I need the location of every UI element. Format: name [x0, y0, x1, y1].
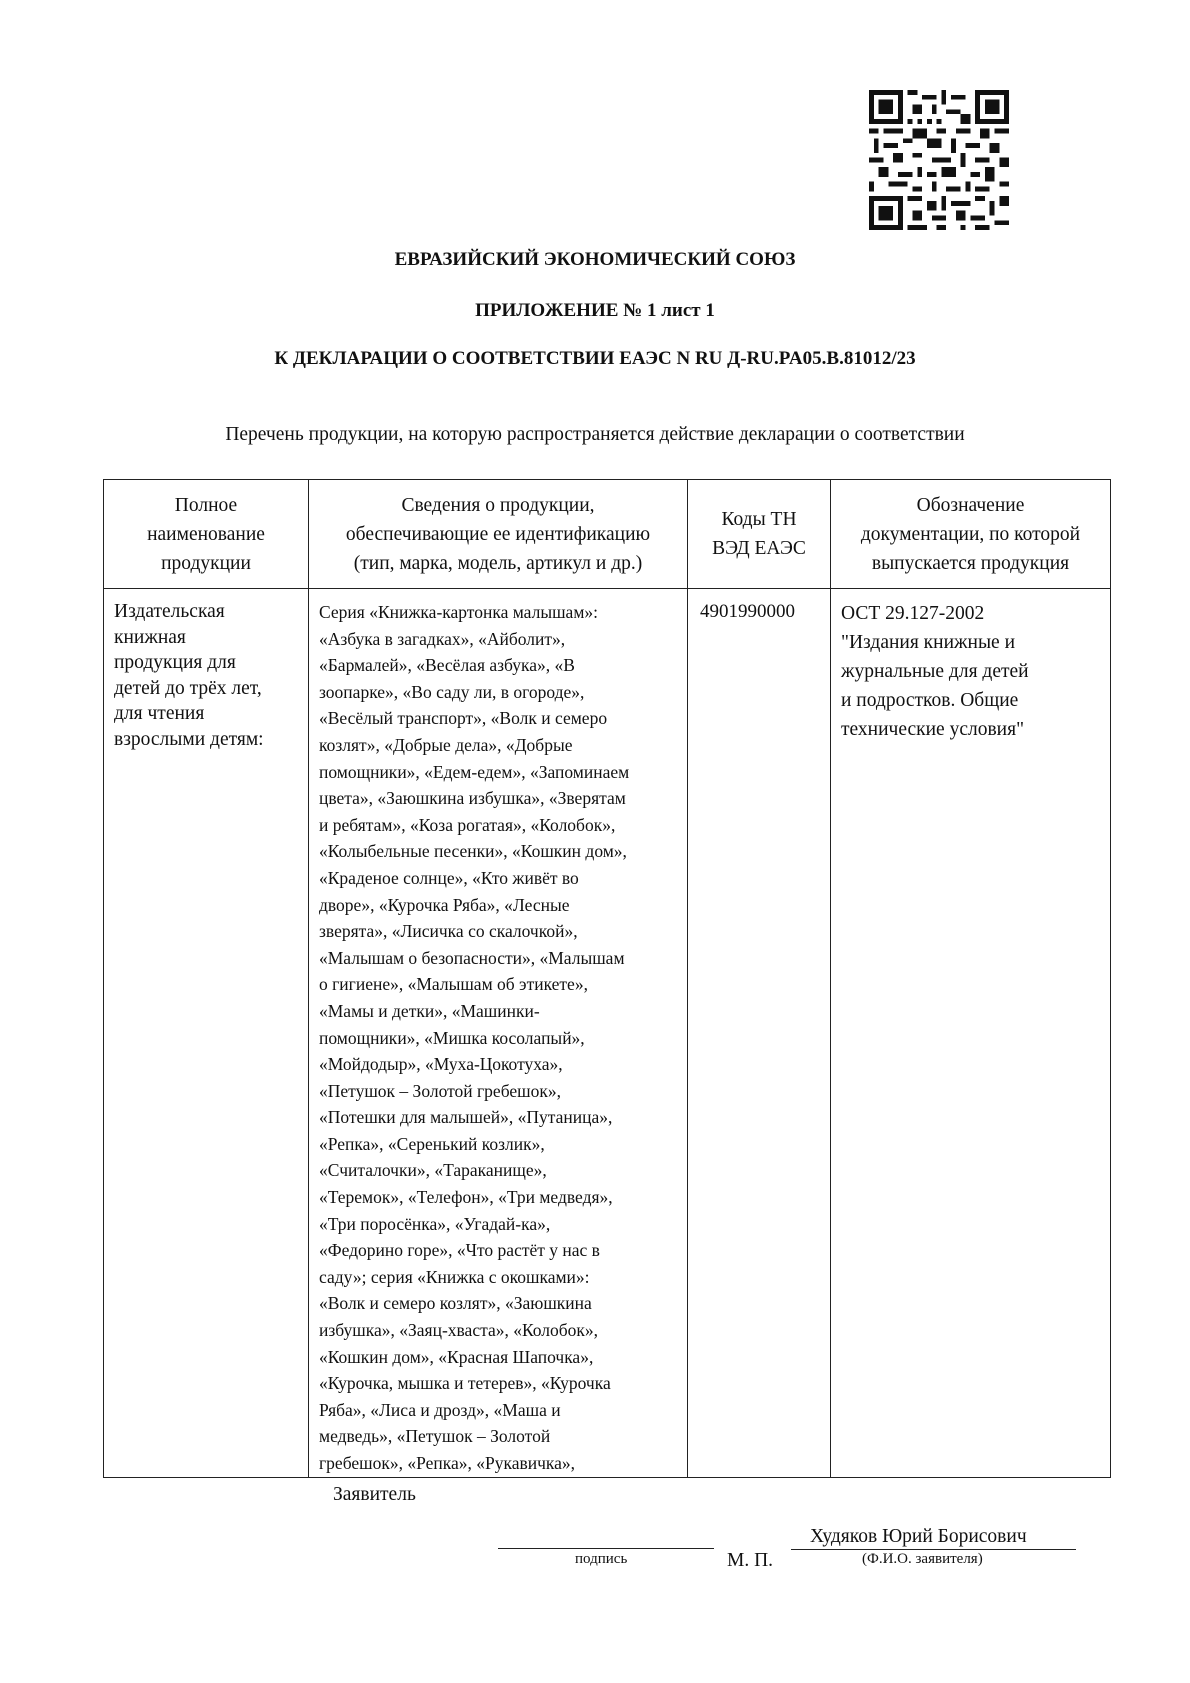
text-line: (тип, марка, модель, артикул и др.)	[353, 552, 643, 574]
applicant-name: Худяков Юрий Борисович	[810, 1526, 1027, 1547]
text-line: «Малышам о безопасности», «Малышам	[319, 947, 625, 968]
table-row	[104, 589, 1111, 1478]
text-line: Ряба», «Лиса и дрозд», «Маша и	[319, 1399, 561, 1420]
text-line: дворе», «Курочка Ряба», «Лесные	[319, 894, 570, 915]
text-line: цвета», «Заюшкина избушка», «Зверятам	[319, 788, 626, 809]
text-line: Серия «Книжка-картонка малышам»:	[319, 602, 599, 622]
table-header-row	[104, 480, 1111, 589]
text-line: зверята», «Лисичка со скалочкой»,	[319, 921, 578, 942]
product-name-cell	[104, 589, 309, 1478]
text-line: «Теремок», «Телефон», «Три медведя»,	[319, 1187, 613, 1208]
text-line: журнальные для детей	[841, 661, 1029, 682]
text-line: «Азбука в загадках», «Айболит»,	[319, 628, 566, 649]
text-line: саду»; серия «Книжка с окошками»:	[319, 1266, 590, 1287]
name-line	[791, 1549, 1076, 1550]
text-line: «Считалочки», «Тараканище»,	[319, 1160, 547, 1181]
text-line: Сведения о продукции,	[401, 494, 595, 516]
header-product-info	[309, 480, 688, 589]
header-tn-ved-codes	[688, 480, 831, 589]
text-line: книжная	[114, 626, 186, 648]
text-line: и ребятам», «Коза рогатая», «Колобок»,	[319, 814, 616, 835]
intro-text: Перечень продукции, на которую распространяется действие декларации о соответствии	[225, 424, 965, 445]
appendix-title: ПРИЛОЖЕНИЕ № 1 лист 1	[475, 300, 715, 321]
seal-place-label: М. П.	[727, 1550, 774, 1571]
text-line: «Кошкин дом», «Красная Шапочка»,	[319, 1346, 594, 1367]
text-line: медведь», «Петушок – Золотой	[319, 1426, 551, 1447]
text-line: «Весёлый транспорт», «Волк и семеро	[319, 708, 608, 729]
text-line: выпускается продукция	[871, 552, 1070, 574]
text-line: детей до трёх лет,	[114, 677, 262, 699]
text-line: «Краденое солнце», «Кто живёт во	[319, 867, 579, 888]
text-line: «Бармалей», «Весёлая азбука», «В	[319, 655, 575, 676]
product-code-cell: 4901990000	[688, 589, 831, 1478]
union-title: ЕВРАЗИЙСКИЙ ЭКОНОМИЧЕСКИЙ СОЮЗ	[394, 249, 796, 270]
text-line: козлят», «Добрые дела», «Добрые	[319, 734, 573, 755]
text-line: Издательская	[114, 601, 225, 622]
text-line: технические условия"	[841, 719, 1025, 740]
header-product-name	[104, 480, 309, 589]
product-table	[103, 479, 1111, 1478]
text-line: документации, по которой	[860, 523, 1081, 545]
text-line: и подростков. Общие	[841, 690, 1019, 711]
text-line: продукции	[161, 552, 251, 574]
text-line: «Мойдодыр», «Муха-Цокотуха»,	[319, 1054, 563, 1075]
text-line: «Три поросёнка», «Угадай-ка»,	[319, 1213, 551, 1234]
text-line: ОСТ 29.127-2002	[841, 603, 985, 624]
documentation-cell	[831, 589, 1111, 1478]
declaration-title: К ДЕКЛАРАЦИИ О СООТВЕТСТВИИ ЕАЭС N RU Д-RU.PA05.B.81012/23	[274, 348, 916, 369]
text-line: Обозначение	[916, 494, 1025, 516]
text-line: Коды ТН	[721, 509, 797, 530]
qr-code	[869, 90, 1009, 230]
text-line: для чтения	[114, 703, 205, 724]
product-info-cell	[309, 589, 688, 1478]
text-line: взрослыми детям:	[114, 728, 264, 750]
text-line: помощники», «Мишка косолапый»,	[319, 1027, 585, 1048]
text-line: наименование	[147, 523, 265, 545]
text-line: Полное	[174, 494, 238, 516]
text-line: продукция для	[114, 652, 236, 673]
text-line: «Потешки для малышей», «Путаница»,	[319, 1107, 613, 1128]
text-line: ВЭД ЕАЭС	[712, 538, 806, 559]
text-line: «Волк и семеро козлят», «Заюшкина	[319, 1293, 592, 1314]
text-line: избушка», «Заяц-хваста», «Колобок»,	[319, 1320, 599, 1341]
signature-caption: подпись	[575, 1551, 628, 1567]
text-line: «Петушок – Золотой гребешок»,	[319, 1080, 561, 1101]
text-line: «Федорино горе», «Что растёт у нас в	[319, 1240, 600, 1261]
header-documentation	[831, 480, 1111, 589]
text-line: «Курочка, мышка и тетерев», «Курочка	[319, 1373, 611, 1394]
text-line: зоопарке», «Во саду ли, в огороде»,	[319, 681, 585, 702]
name-caption: (Ф.И.О. заявителя)	[862, 1551, 983, 1567]
applicant-label: Заявитель	[333, 1484, 416, 1505]
signature-line	[498, 1548, 714, 1549]
text-line: «Мамы и детки», «Машинки-	[319, 1000, 540, 1021]
text-line: «Колыбельные песенки», «Кошкин дом»,	[319, 841, 627, 862]
text-line: помощники», «Едем-едем», «Запоминаем	[319, 761, 630, 782]
text-line: "Издания книжные и	[841, 632, 1016, 653]
text-line: о гигиене», «Малышам об этикете»,	[319, 974, 588, 995]
text-line: гребешок», «Репка», «Рукавичка»,	[319, 1453, 576, 1473]
text-line: обеспечивающие ее идентификацию	[345, 523, 651, 545]
text-line: «Репка», «Серенький козлик»,	[319, 1133, 545, 1154]
